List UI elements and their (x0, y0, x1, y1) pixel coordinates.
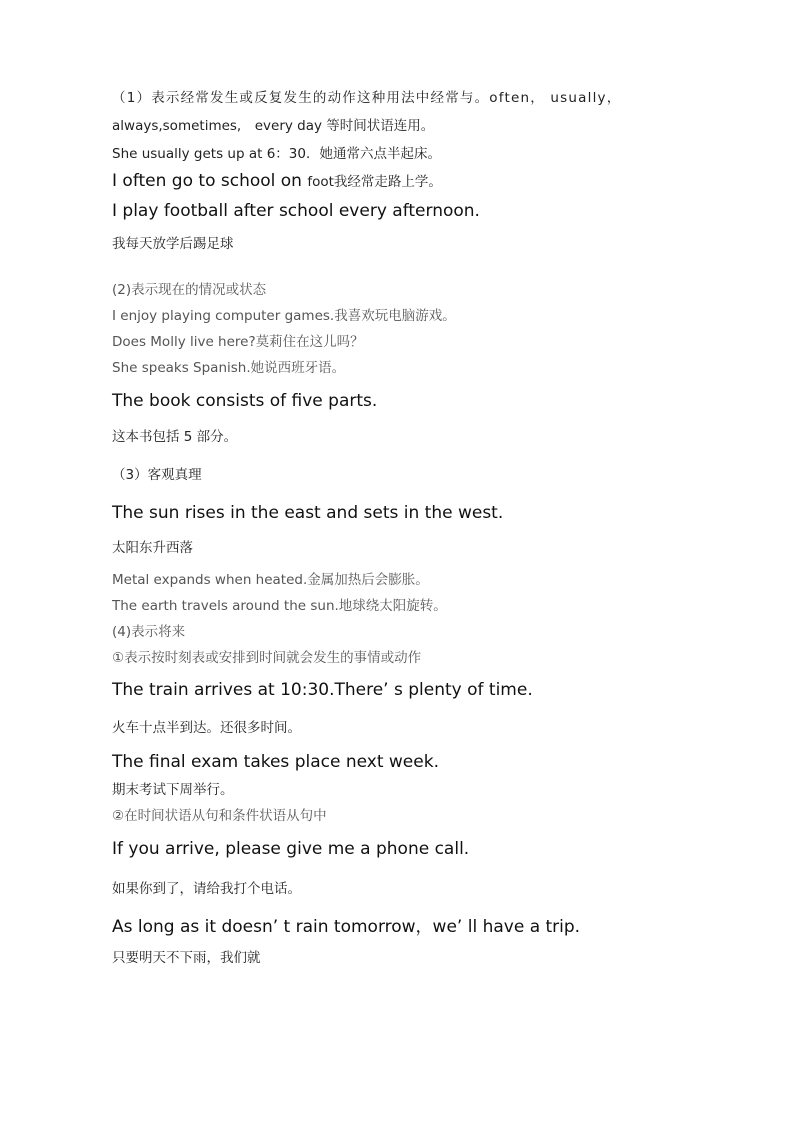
section2-example-1: I enjoy playing computer games.我喜欢玩电脑游戏。 (112, 308, 456, 324)
section2-example-2: Does Molly live here?莫莉住在这儿吗？ (112, 334, 364, 350)
section1-example-2-en: I often go to school on (112, 171, 308, 191)
section2-heading: (2)表示现在的情况或状态 (112, 282, 267, 298)
section1-heading-line2: always,sometimes, every day 等时间状语连用。 (112, 118, 435, 134)
section4-heading: (4)表示将来 (112, 624, 186, 640)
section3-example-1-cn: 太阳东升西落 (112, 540, 193, 556)
section4-subheading-2: ②在时间状语从句和条件状语从句中 (112, 808, 327, 824)
section2-example-4-en: The book consists of five parts. (112, 391, 378, 411)
section4-example-3-en: If you arrive, please give me a phone call. (112, 839, 470, 859)
section3-example-2: Metal expands when heated.金属加热后会膨胀。 (112, 572, 429, 588)
section4-example-4-en: As long as it doesn’ t rain tomorrow，we’ ll have a trip. (112, 917, 581, 937)
section3-example-1-en: The sun rises in the east and sets in the west. (112, 503, 504, 523)
section1-example-2-tail: foot我经常走路上学。 (307, 174, 442, 190)
section3-example-3: The earth travels around the sun.地球绕太阳旋转。 (112, 598, 447, 614)
section4-example-2-en: The final exam takes place next week. (112, 752, 439, 772)
section2-example-4-cn: 这本书包括 5 部分。 (112, 429, 238, 445)
section4-example-1-cn: 火车十点半到达。还很多时间。 (112, 720, 301, 736)
section1-example-2 (112, 170, 442, 191)
section4-subheading-1: ①表示按时刻表或安排到时间就会发生的事情或动作 (112, 650, 422, 666)
section4-example-1-en: The train arrives at 10:30.There’ s plenty of time. (112, 680, 533, 700)
section2-example-3: She speaks Spanish.她说西班牙语。 (112, 360, 346, 376)
section1-heading-line1: （1）表示经常发生或反复发生的动作这种用法中经常与。often， usually， (112, 90, 622, 106)
section1-example-3-en: I play football after school every afternoon. (112, 201, 480, 221)
section4-example-4-cn: 只要明天不下雨，我们就 (112, 950, 261, 966)
section4-example-2-cn: 期末考试下周举行。 (112, 782, 234, 798)
section3-heading: （3）客观真理 (112, 467, 202, 483)
section1-example-3-cn: 我每天放学后踢足球 (112, 236, 234, 252)
section1-example-1: She usually gets up at 6：30．她通常六点半起床。 (112, 146, 441, 162)
section4-example-3-cn: 如果你到了，请给我打个电话。 (112, 881, 301, 897)
